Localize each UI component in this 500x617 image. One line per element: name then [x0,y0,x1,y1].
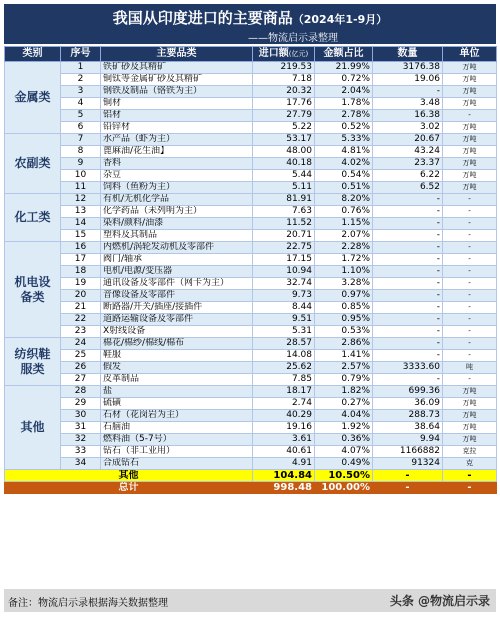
table-body [5,62,497,494]
unit: 万吨 [443,98,497,110]
import-amount: 40.29 [253,410,315,422]
import-amount: 4.91 [253,458,315,470]
total-row-label: 总计 [5,482,253,494]
row-no: 2 [61,74,101,86]
footer [4,589,496,612]
quantity: 9.94 [373,434,443,446]
unit: 万吨 [443,386,497,398]
import-amount: 25.62 [253,362,315,374]
amount-share: 2.07% [315,230,373,242]
import-amount: 20.71 [253,230,315,242]
row-no: 27 [61,374,101,386]
row-no: 1 [61,62,101,74]
import-amount: 7.85 [253,374,315,386]
quantity: - [373,290,443,302]
row-no: 31 [61,422,101,434]
quantity: 36.09 [373,398,443,410]
import-amount: 81.91 [253,194,315,206]
amount-share: 0.79% [315,374,373,386]
table-row [5,410,497,422]
quantity: 20.67 [373,134,443,146]
col-qty: 数量 [373,47,443,62]
amount-share: 2.57% [315,362,373,374]
quantity: 3.48 [373,98,443,110]
quantity: - [373,242,443,254]
row-no: 25 [61,350,101,362]
item-name: 内燃机/涡轮发动机及零部件 [101,242,253,254]
item-name: 铁矿砂及其精矿 [101,62,253,74]
amount-share: 0.54% [315,170,373,182]
amount-share: 2.78% [315,110,373,122]
table-row [5,374,497,386]
total-row-share: 100.00% [315,482,373,494]
table-row [5,62,497,74]
table-row [5,86,497,98]
unit: - [443,314,497,326]
amount-share: 1.78% [315,98,373,110]
unit: 万吨 [443,434,497,446]
item-name: 棉花/棉纱/棉线/棉布 [101,338,253,350]
item-name: 硫磺 [101,398,253,410]
import-amount: 40.18 [253,158,315,170]
import-amount: 3.61 [253,434,315,446]
table-row [5,338,497,350]
amount-share: 1.72% [315,254,373,266]
unit: 克 [443,458,497,470]
import-amount: 8.44 [253,302,315,314]
total-row-unit: - [443,482,497,494]
unit: - [443,350,497,362]
row-no: 7 [61,134,101,146]
amount-share: 5.33% [315,134,373,146]
column-header-row [5,47,497,62]
unit: - [443,302,497,314]
row-no: 33 [61,446,101,458]
amount-share: 0.76% [315,206,373,218]
title-main: 我国从印度进口的主要商品 [112,9,293,27]
amount-share: 1.15% [315,218,373,230]
table-row [5,350,497,362]
table-row [5,458,497,470]
item-name: 杂豆 [101,170,253,182]
quantity: 6.22 [373,170,443,182]
amount-share: 4.81% [315,146,373,158]
import-amount: 17.15 [253,254,315,266]
row-no: 13 [61,206,101,218]
quantity: - [373,86,443,98]
quantity: 38.64 [373,422,443,434]
import-amount: 53.17 [253,134,315,146]
item-name: 水产品（虾为主） [101,134,253,146]
other-row-share: 10.50% [315,470,373,482]
table-row [5,398,497,410]
unit: 万吨 [443,134,497,146]
row-no: 3 [61,86,101,98]
row-no: 4 [61,98,101,110]
other-row-label: 其他 [5,470,253,482]
table-row [5,110,497,122]
table-row [5,278,497,290]
item-name: 燃料油（5-7号） [101,434,253,446]
row-no: 34 [61,458,101,470]
page-subtitle: ——物流启示录整理 [248,33,338,44]
unit: - [443,230,497,242]
unit: 吨 [443,362,497,374]
quantity: 1166882 [373,446,443,458]
title-period: （2024年1-9月） [292,13,388,26]
row-no: 28 [61,386,101,398]
import-amount: 5.22 [253,122,315,134]
table-row [5,254,497,266]
quantity: 23.37 [373,158,443,170]
quantity: 16.38 [373,110,443,122]
amount-share: 0.51% [315,182,373,194]
import-amount: 5.44 [253,170,315,182]
col-amount [253,47,315,62]
import-amount: 40.61 [253,446,315,458]
table-row [5,386,497,398]
quantity: - [373,254,443,266]
table-row [5,266,497,278]
table-header [4,4,496,44]
quantity: 3333.60 [373,362,443,374]
table-row [5,230,497,242]
unit: - [443,206,497,218]
unit: 万吨 [443,86,497,98]
quantity: - [373,266,443,278]
item-name: 塑料及其制品 [101,230,253,242]
table-row [5,74,497,86]
unit: - [443,338,497,350]
footer-note: 备注：物流启示录根据海关数据整理 [8,598,168,609]
col-amount-label: 进口额 [258,48,289,59]
quantity: - [373,374,443,386]
table-row [5,446,497,458]
quantity: - [373,350,443,362]
table-row [5,170,497,182]
table-row [5,218,497,230]
amount-share: 0.52% [315,122,373,134]
table-row [5,290,497,302]
unit: 万吨 [443,122,497,134]
table-row [5,302,497,314]
item-name: 石材（花岗岩为主） [101,410,253,422]
unit: 万吨 [443,182,497,194]
quantity: 43.24 [373,146,443,158]
table-row [5,182,497,194]
item-name: 铜材 [101,98,253,110]
row-no: 32 [61,434,101,446]
col-no: 序号 [61,47,101,62]
col-category: 类别 [5,47,61,62]
import-amount: 219.53 [253,62,315,74]
unit: - [443,194,497,206]
item-name: 通讯设备及零部件（网卡为主） [101,278,253,290]
total-row [5,482,497,494]
unit: - [443,326,497,338]
other-row [5,470,497,482]
amount-share: 21.99% [315,62,373,74]
item-name: 断路器/开关/插座/接插件 [101,302,253,314]
item-name: 铝材 [101,110,253,122]
watermark: 头条 @物流启示录 [389,594,490,608]
item-name: 鞋服 [101,350,253,362]
quantity: - [373,230,443,242]
amount-share: 1.82% [315,386,373,398]
row-no: 11 [61,182,101,194]
item-name: 阀门/轴承 [101,254,253,266]
quantity: - [373,314,443,326]
quantity: 3.02 [373,122,443,134]
quantity: 699.36 [373,386,443,398]
col-unit: 单位 [443,47,497,62]
import-amount: 48.00 [253,146,315,158]
import-amount: 10.94 [253,266,315,278]
unit: 万吨 [443,410,497,422]
unit: 万吨 [443,146,497,158]
amount-share: 1.92% [315,422,373,434]
table-row [5,158,497,170]
row-no: 16 [61,242,101,254]
import-amount: 28.57 [253,338,315,350]
row-no: 12 [61,194,101,206]
import-amount: 7.18 [253,74,315,86]
item-name: 染料/颜料/油漆 [101,218,253,230]
item-name: 皮革制品 [101,374,253,386]
quantity: - [373,326,443,338]
commodity-table [4,46,497,494]
category-cell: 纺织鞋服类 [5,338,61,386]
item-name: 铅锌材 [101,122,253,134]
table-row [5,206,497,218]
col-share: 金额占比 [315,47,373,62]
amount-share: 2.86% [315,338,373,350]
import-amount: 27.79 [253,110,315,122]
category-cell: 农副类 [5,134,61,194]
item-name: 钢铁及制品（铬铁为主） [101,86,253,98]
category-cell: 化工类 [5,194,61,242]
quantity: 19.06 [373,74,443,86]
unit: - [443,242,497,254]
row-no: 19 [61,278,101,290]
table-row [5,314,497,326]
item-name: X射线设备 [101,326,253,338]
amount-share: 1.41% [315,350,373,362]
amount-share: 0.49% [315,458,373,470]
import-amount: 11.52 [253,218,315,230]
table-row [5,434,497,446]
quantity: 288.73 [373,410,443,422]
import-amount: 19.16 [253,422,315,434]
import-amount: 17.76 [253,98,315,110]
item-name: 石脑油 [101,422,253,434]
unit: 万吨 [443,158,497,170]
row-no: 30 [61,410,101,422]
import-amount: 20.32 [253,86,315,98]
category-cell: 机电设备类 [5,242,61,338]
unit: - [443,218,497,230]
item-name: 电机/电源/变压器 [101,266,253,278]
col-amount-unit: (亿元) [288,50,309,58]
unit: 万吨 [443,398,497,410]
table-row [5,146,497,158]
unit: 万吨 [443,170,497,182]
row-no: 18 [61,266,101,278]
other-row-unit: - [443,470,497,482]
import-amount: 18.17 [253,386,315,398]
row-no: 10 [61,170,101,182]
item-name: 道路运输设备及零部件 [101,314,253,326]
quantity: - [373,302,443,314]
table-row [5,98,497,110]
unit: - [443,290,497,302]
row-no: 17 [61,254,101,266]
amount-share: 2.28% [315,242,373,254]
item-name: 盐 [101,386,253,398]
table-row [5,194,497,206]
import-amount: 14.08 [253,350,315,362]
category-cell: 其他 [5,386,61,470]
unit: - [443,374,497,386]
unit: 万吨 [443,62,497,74]
amount-share: 0.72% [315,74,373,86]
unit: 克拉 [443,446,497,458]
item-name: 音像设备及零部件 [101,290,253,302]
row-no: 23 [61,326,101,338]
amount-share: 0.36% [315,434,373,446]
table-row [5,122,497,134]
table-row [5,362,497,374]
row-no: 6 [61,122,101,134]
row-no: 26 [61,362,101,374]
import-amount: 5.11 [253,182,315,194]
row-no: 14 [61,218,101,230]
quantity: - [373,338,443,350]
item-name: 化学药品（未列明为主） [101,206,253,218]
amount-share: 0.53% [315,326,373,338]
quantity: 91324 [373,458,443,470]
amount-share: 4.07% [315,446,373,458]
amount-share: 3.28% [315,278,373,290]
unit: - [443,110,497,122]
import-amount: 32.74 [253,278,315,290]
import-amount: 22.75 [253,242,315,254]
row-no: 9 [61,158,101,170]
import-amount: 2.74 [253,398,315,410]
table-row [5,326,497,338]
row-no: 15 [61,230,101,242]
amount-share: 4.02% [315,158,373,170]
other-row-qty: - [373,470,443,482]
unit: 万吨 [443,74,497,86]
amount-share: 1.10% [315,266,373,278]
quantity: 6.52 [373,182,443,194]
row-no: 8 [61,146,101,158]
row-no: 21 [61,302,101,314]
quantity: - [373,206,443,218]
unit: - [443,254,497,266]
unit: 万吨 [443,422,497,434]
quantity: - [373,194,443,206]
amount-share: 0.27% [315,398,373,410]
total-row-amount: 998.48 [253,482,315,494]
amount-share: 2.04% [315,86,373,98]
item-name: 有机/无机化学品 [101,194,253,206]
row-no: 29 [61,398,101,410]
item-name: 香料 [101,158,253,170]
row-no: 20 [61,290,101,302]
col-item: 主要品类 [101,47,253,62]
item-name: 饲料（鱼粉为主） [101,182,253,194]
page-title [4,7,496,28]
item-name: 假发 [101,362,253,374]
amount-share: 0.85% [315,302,373,314]
amount-share: 0.97% [315,290,373,302]
table-row [5,134,497,146]
row-no: 24 [61,338,101,350]
other-row-amount: 104.84 [253,470,315,482]
amount-share: 0.95% [315,314,373,326]
table-row [5,422,497,434]
item-name: 蓖麻油/花生油】 [101,146,253,158]
import-amount: 9.51 [253,314,315,326]
quantity: 3176.38 [373,62,443,74]
item-name: 钻石（非工业用） [101,446,253,458]
row-no: 22 [61,314,101,326]
quantity: - [373,218,443,230]
import-amount: 9.73 [253,290,315,302]
category-cell: 金属类 [5,62,61,134]
item-name: 合成钻石 [101,458,253,470]
total-row-qty: - [373,482,443,494]
unit: - [443,278,497,290]
amount-share: 4.04% [315,410,373,422]
table-row [5,242,497,254]
amount-share: 8.20% [315,194,373,206]
unit: - [443,266,497,278]
import-amount: 5.31 [253,326,315,338]
row-no: 5 [61,110,101,122]
quantity: - [373,278,443,290]
import-amount: 7.63 [253,206,315,218]
item-name: 铜钛等金属矿砂及其精矿 [101,74,253,86]
